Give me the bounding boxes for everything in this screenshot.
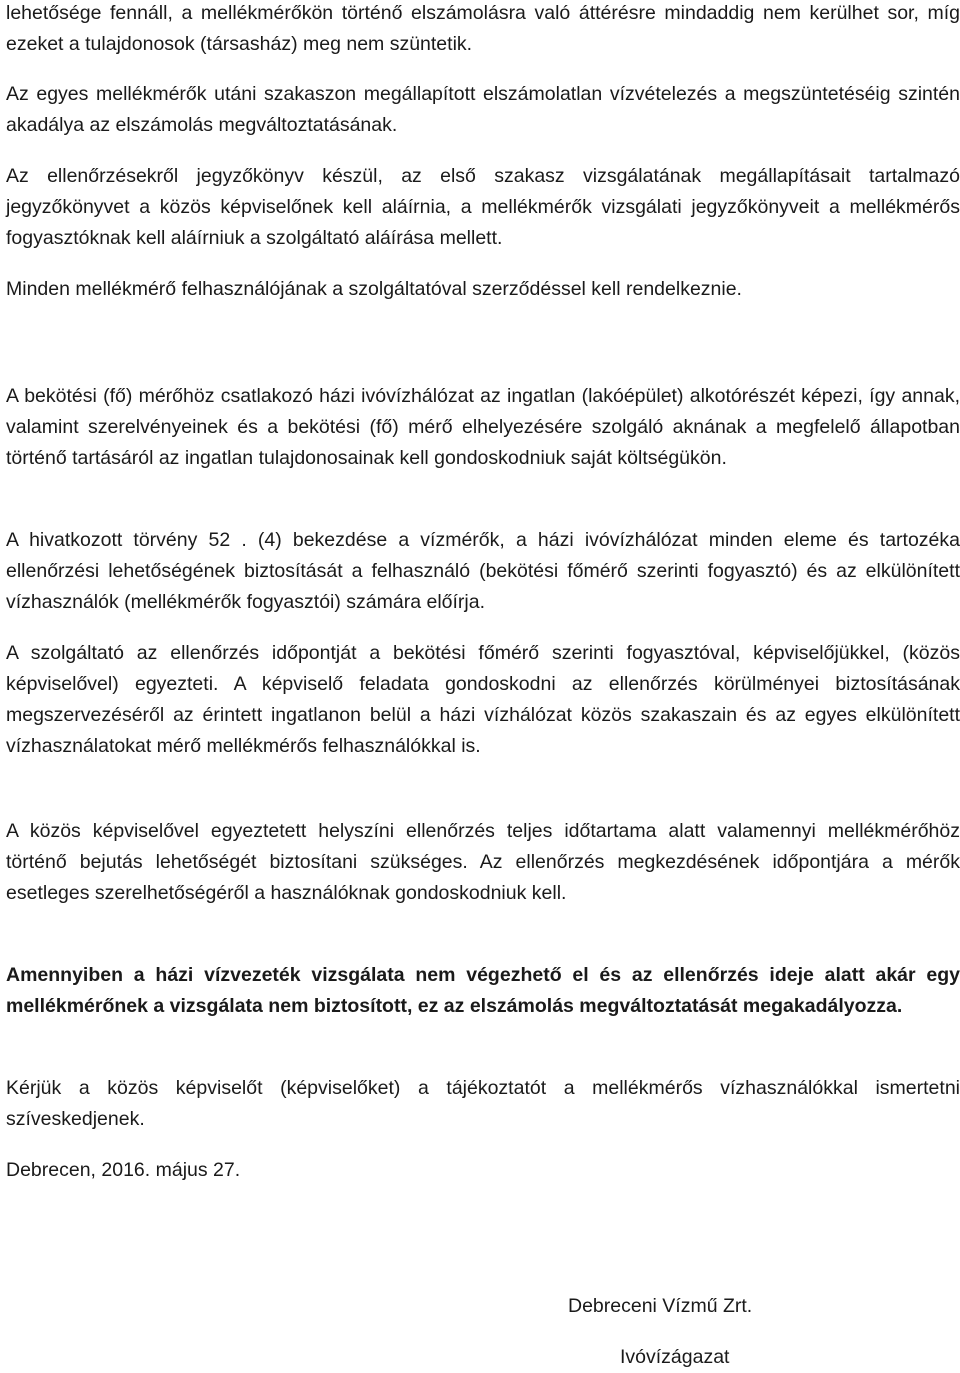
paragraph-inspection-scheduling: A szolgáltató az ellenőrzés időpontját a bekötési főmérő szerinti fogyasztóval, képviselőjükkel, (közös képviselővel) egyezteti. A képviselő feladata gondoskodni az ellenőrzés körülményei biztosításának megszervezéséről az érintett ingatlanon belül a házi vízhálózat közös szakaszain és az egyes elkülönített vízhasználatokat mérő mellékmérős felhasználókkal is.: [6, 642, 960, 757]
paragraph-law-reference: A hivatkozott törvény 52 . (4) bekezdése a vízmérők, a házi ivóvízhálózat minden eleme és tartozéka ellenőrzési lehetőségének biztosítását a felhasználó (bekötési főmérő szerinti fogyasztó) és az elkülönített vízhasználók (mellékmérők fogyasztói) számára előírja.: [6, 529, 960, 613]
paragraph-warning-bold: Amennyiben a házi vízvezeték vizsgálata nem végezhető el és az ellenőrzés ideje alatt akár egy mellékmérőnek a vizsgálata nem biztosított, ez az elszámolás megváltoztatását megakadályozza.: [6, 964, 960, 1017]
paragraph-inspection-protocol: Az ellenőrzésekről jegyzőkönyv készül, az első szakasz vizsgálatának megállapításait tartalmazó jegyzőkönyvet a közös képviselőnek kell aláírnia, a mellékmérők vizsgálati jegyzőkönyveit a mellékmérős fogyasztóknak kell aláírniuk a szolgáltató aláírása mellett.: [6, 165, 960, 249]
paragraph-access-requirement: A közös képviselővel egyeztetett helyszíni ellenőrzés teljes időtartama alatt valamennyi mellékmérőhöz történő bejutás lehetőségét biztosítani szükséges. Az ellenőrzés megkezdésének időpontjára a mérők esetleges szerelhetőségéről a használóknak gondoskodniuk kell.: [6, 820, 960, 904]
paragraph-unbilled-consumption: Az egyes mellékmérők utáni szakaszon megállapított elszámolatlan vízvételezés a megszüntetéséig szintén akadálya az elszámolás megváltoztatásának.: [6, 83, 960, 136]
signature-company: Debreceni Vízmű Zrt.: [568, 1295, 753, 1317]
paragraph-request: Kérjük a közös képviselőt (képviselőket) a tájékoztatót a mellékmérős vízhasználókkal ismertetni szíveskedjenek.: [6, 1077, 960, 1130]
paragraph-meter-conversion-condition: lehetősége fennáll, a mellékmérőkön történő elszámolásra való áttérésre mindaddig nem kerülhet sor, míg ezeket a tulajdonosok (társasház) meg nem szüntetik.: [6, 2, 960, 55]
signature-department: Ivóvízágazat: [620, 1346, 730, 1368]
date-line: Debrecen, 2016. május 27.: [6, 1159, 241, 1181]
paragraph-contract-requirement: Minden mellékmérő felhasználójának a szolgáltatóval szerződéssel kell rendelkeznie.: [6, 278, 742, 300]
paragraph-house-network-maintenance: A bekötési (fő) mérőhöz csatlakozó házi ivóvízhálózat az ingatlan (lakóépület) alkotórészét képezi, így annak, valamint szerelvényeinek és a bekötési (fő) mérő elhelyezésére szolgáló aknának a megfelelő állapotban történő tartásáról az ingatlan tulajdonosainak kell gondoskodniuk saját költségükön.: [6, 385, 960, 469]
